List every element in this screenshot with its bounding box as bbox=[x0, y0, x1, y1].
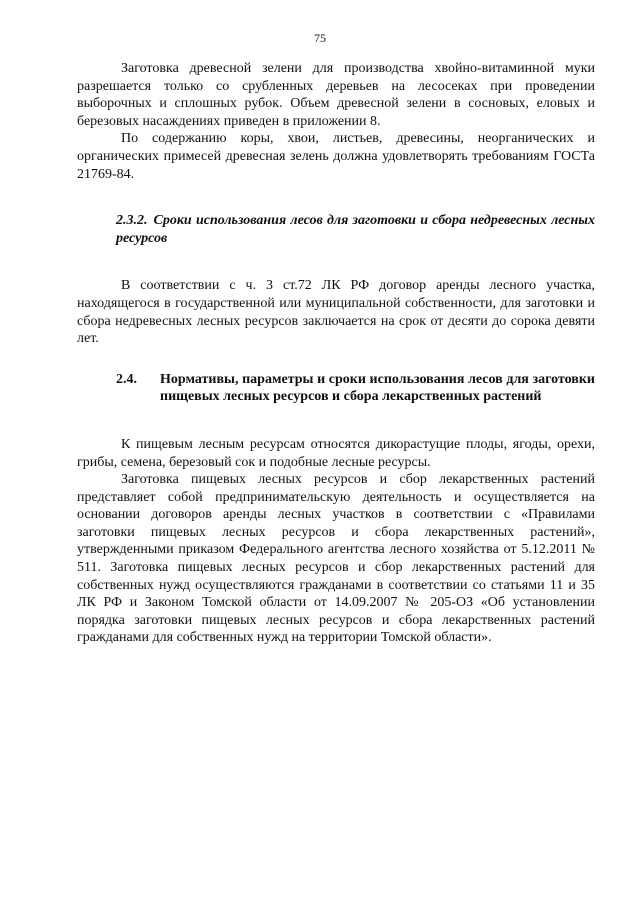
paragraph-gost-requirements: По содержанию коры, хвои, листьев, древесины, неорганических и органических примесей древесная зелень должна удовлетворять требованиям ГОСТа 21769-84. bbox=[77, 131, 595, 182]
section-title: Сроки использования лесов для заготовки и сбора недревесных лесных ресурсов bbox=[116, 213, 595, 246]
paragraph-food-resources-rules: Заготовка пищевых лесных ресурсов и сбор лекарственных растений представляет собой предпринимательскую деятельность и осуществляется на основании договоров аренды лесных участков в соответствии с «Правилами заготовки пищевых лесных ресурсов и сбора лекарственных растений», утвержденными приказом Федерального агентства лесного хозяйства от 5.12.2011 № 511. Заготовка пищевых лесных ресурсов и сбор лекарственных растений для собственных нужд осуществляются гражданами в соответствии со статьями 11 и 35 ЛК РФ и Законом Томской области от 14.09.2007 № 205-ОЗ «Об установлении порядка заготовки пищевых лесных ресурсов и сбора лекарственных растений гражданами для собственных нужд на территории Томской области». bbox=[77, 472, 595, 646]
paragraph-green-mass-harvest: Заготовка древесной зелени для производства хвойно-витаминной муки разрешается только со срубленных деревьев на лесосеках при проведении выборочных и сплошных рубок. Объем древесной зелени в сосновых, еловых и березовых насаждениях приведен в приложении 8. bbox=[77, 61, 595, 129]
page-number: 75 bbox=[314, 31, 326, 45]
section-number: 2.4. bbox=[116, 371, 137, 387]
section-number: 2.3.2. bbox=[116, 213, 148, 229]
section-title: Нормативы, параметры и сроки использования лесов для заготовки пищевых лесных ресурсов и сбора лекарственных растений bbox=[160, 371, 595, 405]
paragraph-food-resources-definition: К пищевым лесным ресурсам относятся дикорастущие плоды, ягоды, орехи, грибы, семена, березовый сок и подобные лесные ресурсы. bbox=[77, 436, 595, 470]
paragraph-lease-term: В соответствии с ч. 3 ст.72 ЛК РФ договор аренды лесного участка, находящегося в государственной или муниципальной собственности, для заготовки и сбора недревесных лесных ресурсов заключается на срок от десяти до сорока девяти лет. bbox=[77, 278, 595, 347]
section-heading-2-4 bbox=[77, 371, 595, 406]
document-body bbox=[77, 60, 595, 647]
section-heading-2-3-2 bbox=[77, 212, 595, 247]
